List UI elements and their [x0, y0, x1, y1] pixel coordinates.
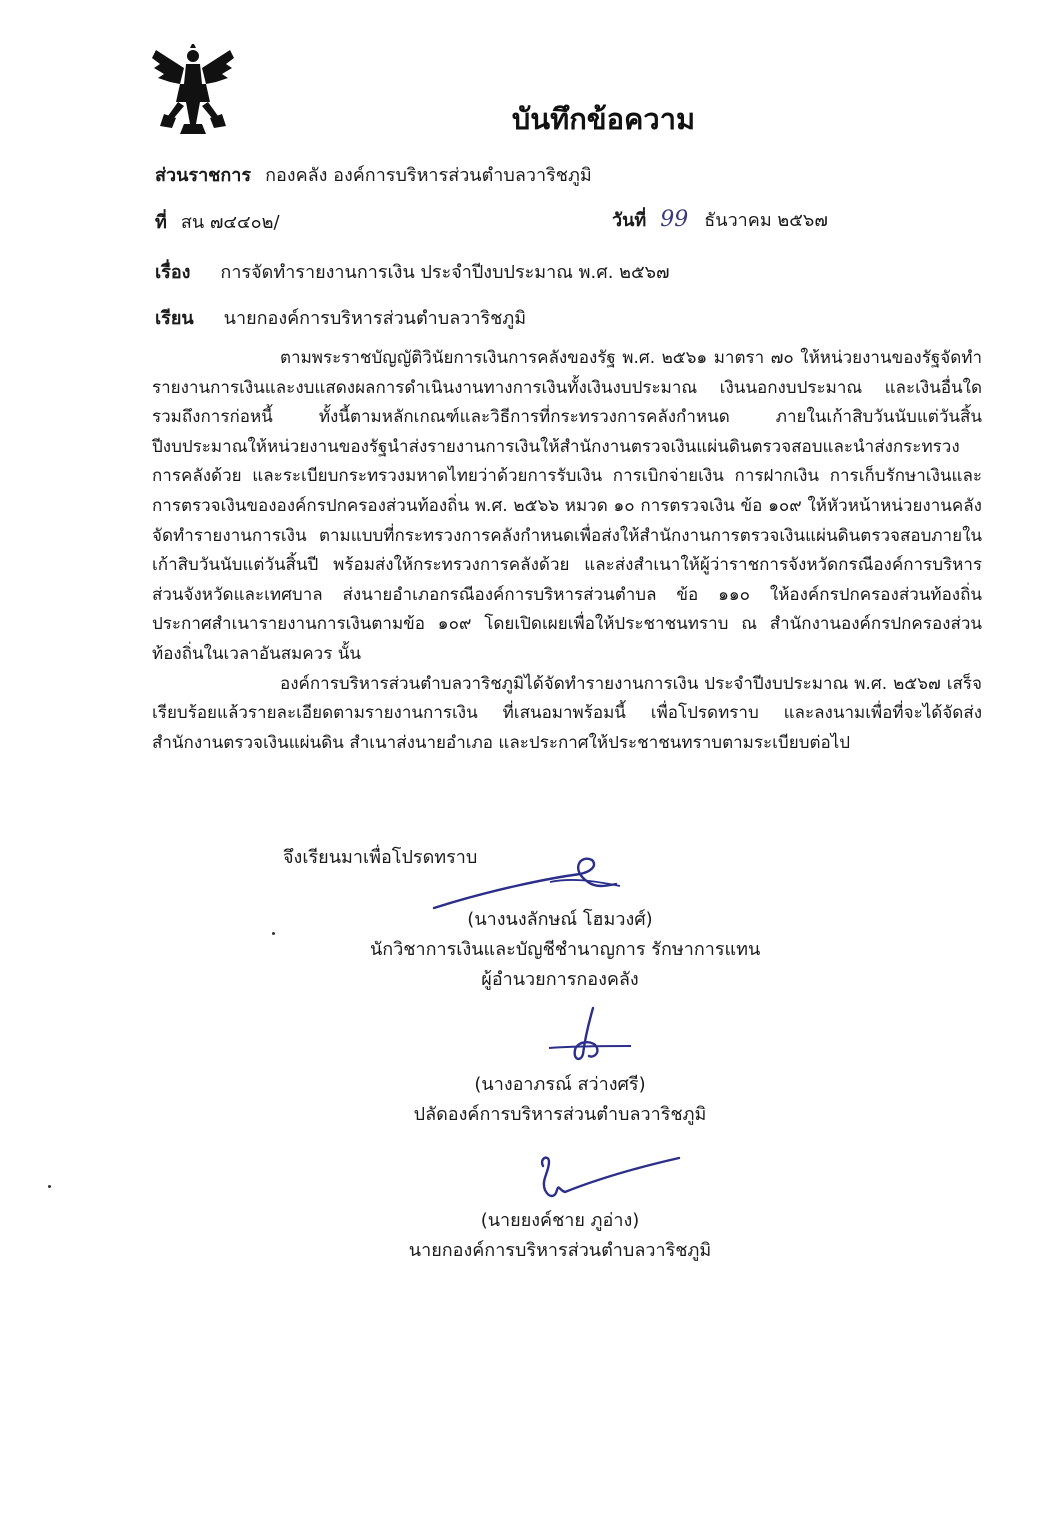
signatory-3 — [400, 1206, 720, 1266]
signature-2-icon — [545, 1006, 635, 1068]
memo-title: บันทึกข้อความ — [511, 102, 696, 136]
subject-label: เรื่อง — [155, 262, 191, 283]
date-month-year: ธันวาคม ๒๕๖๗ — [704, 210, 828, 231]
signature-3-icon — [535, 1150, 685, 1204]
signatory-1-position-2: ผู้อำนวยการกองคลัง — [481, 969, 639, 990]
agency-value: กองคลัง องค์การบริหารส่วนตำบลวาริชภูมิ — [265, 165, 592, 186]
signatory-1-position: นักวิชาการเงินและบัญชีชำนาญการ รักษาการแทน — [370, 939, 761, 960]
date-label: วันที่ — [612, 210, 647, 231]
stray-mark — [272, 932, 275, 935]
ref-row — [155, 207, 280, 236]
signatory-1-name: (นางนงลักษณ์ โฮมวงศ์) — [467, 909, 653, 930]
to-value: นายกองค์การบริหารส่วนตำบลวาริชภูมิ — [223, 308, 527, 329]
body-paragraph-2: องค์การบริหารส่วนตำบลวาริชภูมิได้จัดทำรายงานการเงิน ประจำปีงบประมาณ พ.ศ. ๒๕๖๗ เสร็จเรียบร้อยแล้วรายละเอียดตามรายงานการเงิน ที่เสนอมาพร้อมนี้ เพื่อโปรดทราบ และลงนามเพื่อที่จะได้จัดส่งสำนักงานตรวจเงินแผ่นดิน สำเนาส่งนายอำเภอ และประกาศให้ประชาชนทราบตามระเบียบต่อไป — [152, 673, 982, 753]
signatory-2 — [400, 1070, 720, 1130]
subject-value: การจัดทำรายงานการเงิน ประจำปีงบประมาณ พ.ศ. ๒๕๖๗ — [220, 262, 670, 283]
body-paragraph-1: ตามพระราชบัญญัติวินัยการเงินการคลังของรัฐ พ.ศ. ๒๕๖๑ มาตรา ๗๐ ให้หน่วยงานของรัฐจัดทำรายงานการเงินและงบแสดงผลการดำเนินงานทางการเงินทั้งเงินงบประมาณ เงินนอกงบประมาณ และเงินอื่นใด รวมถึงการก่อหนี้ ทั้งนี้ตามหลักเกณฑ์และวิธีการที่กระทรวงการคลังกำหนด ภายในเก้าสิบวันนับแต่วันสิ้นปีงบประมาณให้หน่วยงานของรัฐนำส่งรายงานการเงินให้สำนักงานตรวจเงินแผ่นดินตรวจสอบและนำส่งกระทรวงการคลังด้วย และระเบียบกระทรวงมหาดไทยว่าด้วยการรับเงิน การเบิกจ่ายเงิน การฝากเงิน การเก็บรักษาเงินและการตรวจเงินขององค์กรปกครองส่วนท้องถิ่น พ.ศ. ๒๕๖๖ หมวด ๑๐ การตรวจเงิน ข้อ ๑๐๙ ให้หัวหน้าหน่วยงานคลังจัดทำรายงานการเงิน ตามแบบที่กระทรวงการคลังกำหนดเพื่อส่งให้สำนักงานการตรวจเงินแผ่นดินตรวจสอบภายในเก้าสิบวันนับแต่วันสิ้นปี พร้อมส่งให้กระทรวงการคลังด้วย และส่งสำเนาให้ผู้ว่าราชการจังหวัดกรณีองค์การบริหารส่วนจังหวัดและเทศบาล ส่งนายอำเภอกรณีองค์การบริหารส่วนตำบล ข้อ ๑๑๐ ให้องค์กรปกครองส่วนท้องถิ่นประกาศสำเนารายงานการเงินตามข้อ ๑๐๙ โดยเปิดเผยเพื่อให้ประชาชนทราบ ณ สำนักงานองค์กรปกครองส่วนท้องถิ่นในเวลาอันสมควร นั้น — [152, 348, 982, 664]
signatory-2-position: ปลัดองค์การบริหารส่วนตำบลวาริชภูมิ — [413, 1104, 707, 1125]
ref-value: สน ๗๔๔๐๒/ — [180, 212, 280, 233]
to-label: เรียน — [155, 308, 194, 329]
memo-body — [152, 344, 982, 758]
ref-label: ที่ — [155, 212, 167, 233]
date-day: 99 — [660, 207, 689, 232]
stray-mark — [48, 1185, 51, 1188]
closing-line: จึงเรียนมาเพื่อโปรดทราบ — [283, 847, 478, 868]
date-row — [612, 205, 828, 234]
signatory-3-position: นายกองค์การบริหารส่วนตำบลวาริชภูมิ — [408, 1240, 712, 1261]
signatory-2-name: (นางอาภรณ์ สว่างศรี) — [474, 1074, 646, 1095]
signatory-3-name: (นายยงค์ชาย ภูอ่าง) — [480, 1210, 640, 1231]
to-row — [155, 303, 526, 332]
subject-row — [155, 257, 670, 286]
agency-row — [155, 160, 592, 189]
agency-label: ส่วนราชการ — [155, 165, 252, 186]
signatory-1 — [370, 905, 761, 995]
